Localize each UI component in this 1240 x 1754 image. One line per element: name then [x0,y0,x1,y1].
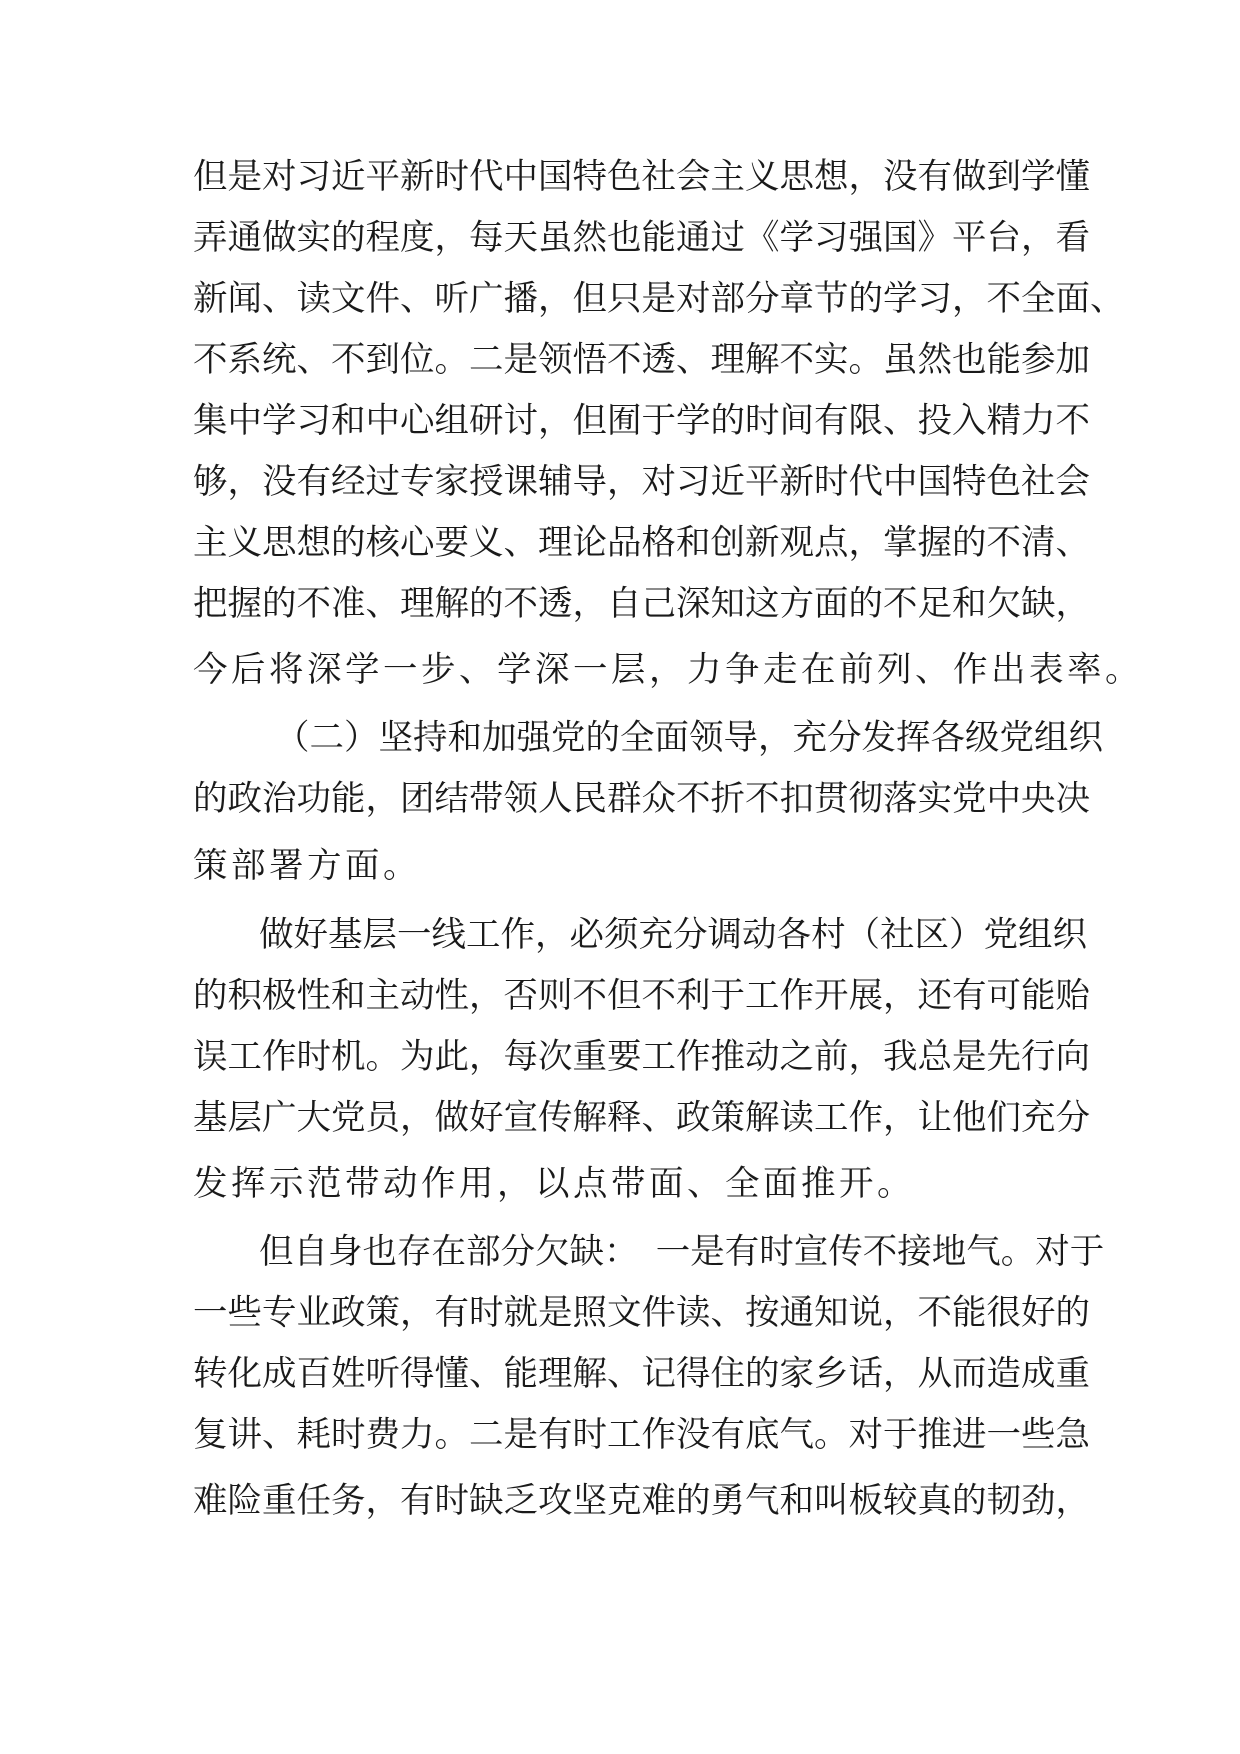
text-line: 转化成百姓听得懂、能理解、记得住的家乡话，从而造成重 [193,1354,1090,1394]
text-line: 不系统、不到位。二是领悟不透、理解不实。虽然也能参加 [193,340,1090,380]
text-line: 新闻、读文件、听广播，但只是对部分章节的学习，不全面、 [193,279,1125,319]
text-line: 基层广大党员，做好宣传解释、政策解读工作，让他们充分 [193,1098,1090,1138]
paragraph-end-line: 今后将深学一步、学深一层，力争走在前列、作出表率。 [193,650,1143,690]
paragraph-first-line: 做好基层一线工作，必须充分调动各村（社区）党组织 [259,915,1087,955]
section-heading-end-line: 策部署方面。 [193,846,421,886]
text-line: 一些专业政策，有时就是照文件读、按通知说，不能很好的 [193,1293,1090,1333]
text-line: 把握的不准、理解的不透，自己深知这方面的不足和欠缺， [193,584,1090,624]
text-line: 但是对习近平新时代中国特色社会主义思想，没有做到学懂 [193,157,1090,197]
text-line: 集中学习和中心组研讨，但囿于学的时间有限、投入精力不 [193,401,1090,441]
section-heading-line: 的政治功能，团结带领人民群众不折不扣贯彻落实党中央决 [193,779,1090,819]
text-line: 复讲、耗时费力。二是有时工作没有底气。对于推进一些急 [193,1415,1090,1455]
text-line: 弄通做实的程度，每天虽然也能通过《学习强国》平台，看 [193,218,1090,258]
text-line: 误工作时机。为此，每次重要工作推动之前，我总是先行向 [193,1037,1090,1077]
paragraph-end-line: 发挥示范带动作用，以点带面、全面推开。 [193,1164,915,1204]
section-heading-line: （二）坚持和加强党的全面领导，充分发挥各级党组织 [275,718,1103,758]
text-line: 够，没有经过专家授课辅导，对习近平新时代中国特色社会 [193,462,1090,502]
text-line: 难险重任务，有时缺乏攻坚克难的勇气和叫板较真的韧劲， [193,1481,1090,1521]
text-line: 的积极性和主动性，否则不但不利于工作开展，还有可能贻 [193,976,1090,1016]
paragraph-first-line: 但自身也存在部分欠缺： 一是有时宣传不接地气。对于 [259,1232,1105,1272]
text-line: 主义思想的核心要义、理论品格和创新观点，掌握的不清、 [193,523,1090,563]
